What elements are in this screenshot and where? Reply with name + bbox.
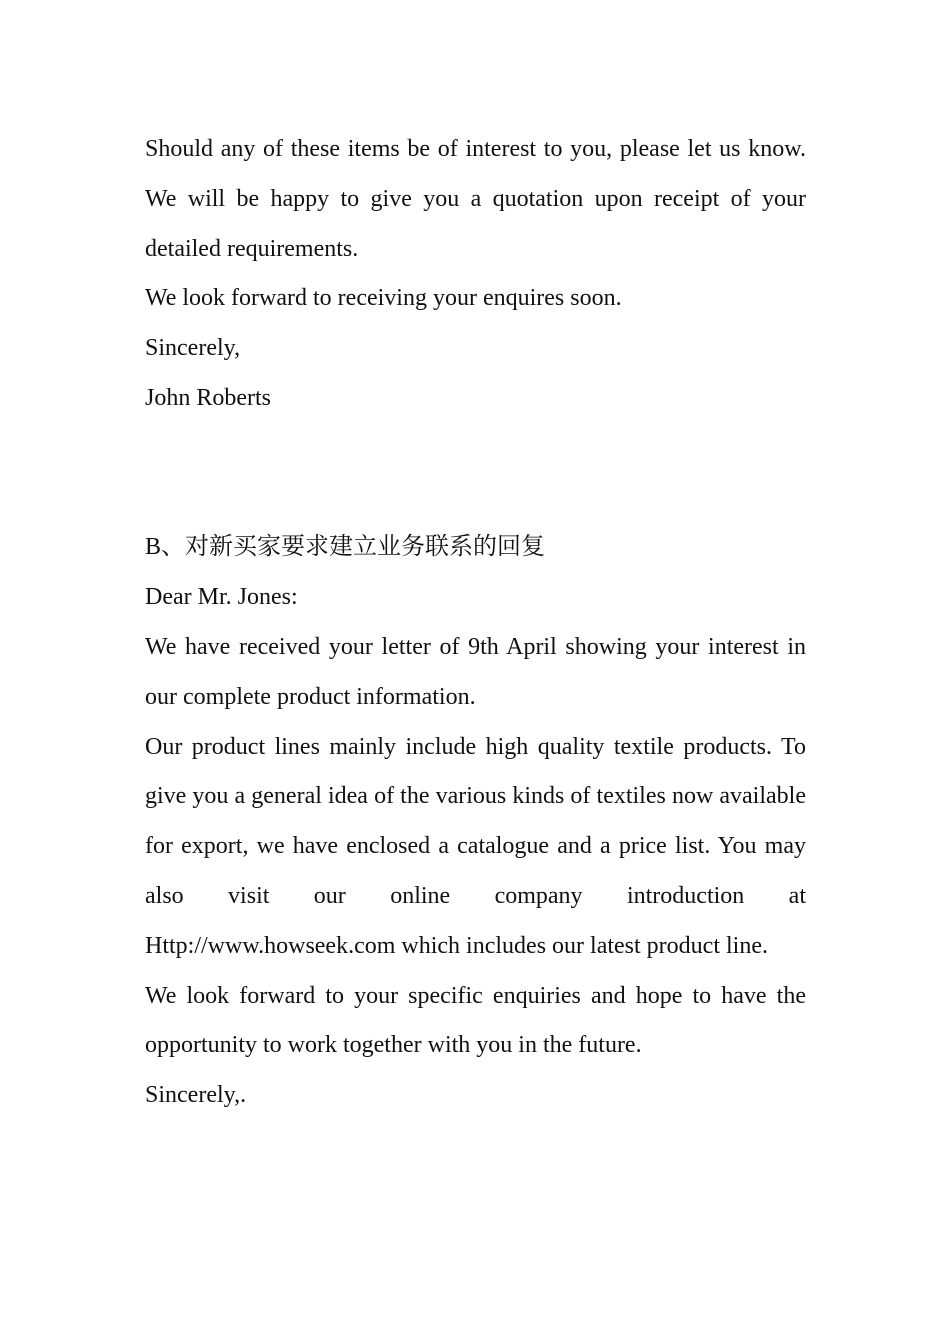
- letter-a-sign-off: Sincerely,: [145, 335, 241, 362]
- letter-a-body-paragraph: Should any of these items be of interest to you, please let us know. We will be happy to give you a quotation upon receipt of your detailed requirements.: [145, 136, 806, 262]
- section-spacer: [145, 424, 806, 524]
- letter-b-paragraph-2: Our product lines mainly include high quality textile products. To give you a general idea of the various kinds of textiles now available for export, we have enclosed a catalogue and a price list. You may also visit our online company introduction at Http://www.howseek.com which includes our latest product line.: [145, 733, 806, 959]
- letter-b-heading: B、对新买家要求建立业务联系的回复: [145, 534, 546, 561]
- letter-a-signature-name: John Roberts: [145, 384, 271, 411]
- letter-b-sign-off: Sincerely,.: [145, 1082, 247, 1109]
- letter-a-closing-line: We look forward to receiving your enquires soon.: [145, 285, 622, 312]
- letter-b-paragraph-3: We look forward to your specific enquiries and hope to have the opportunity to work together with you in the future.: [145, 982, 806, 1059]
- letter-b-salutation: Dear Mr. Jones:: [145, 584, 298, 611]
- letter-b-paragraph-1: We have received your letter of 9th April showing your interest in our complete product information.: [145, 633, 806, 710]
- document-content: [145, 125, 806, 1121]
